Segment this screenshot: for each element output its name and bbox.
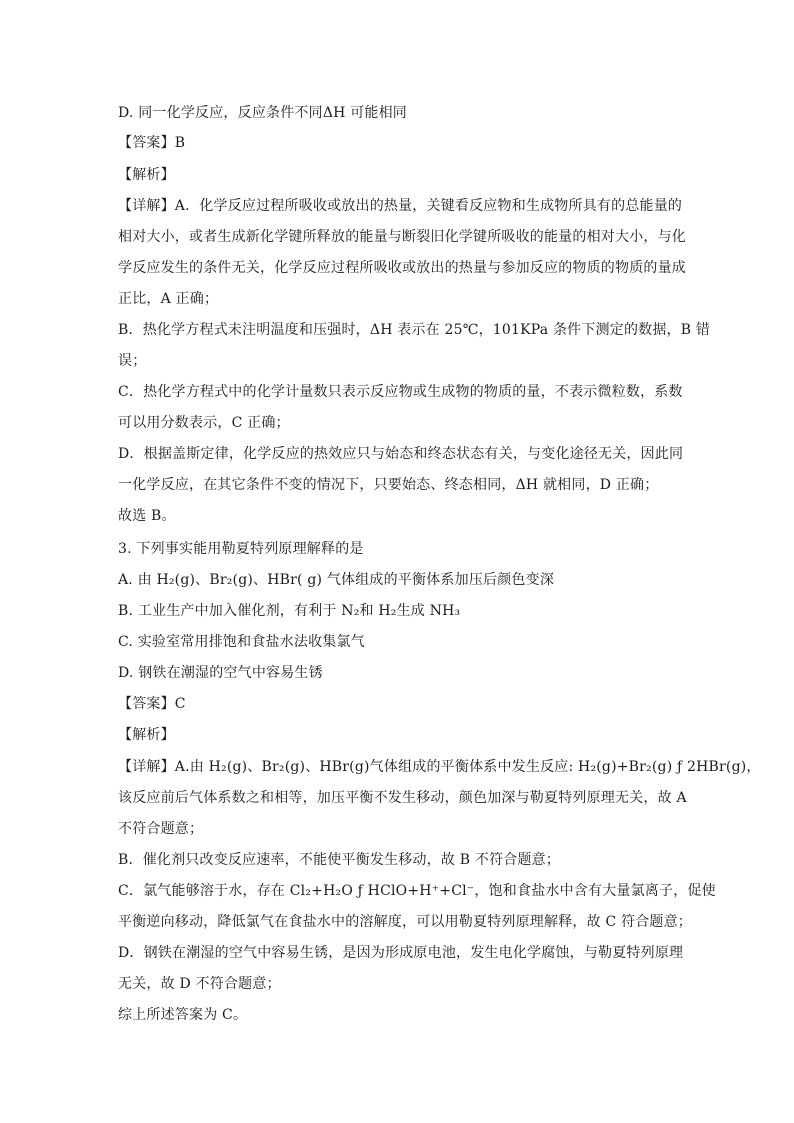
detail-b-line-1: B．热化学方程式未注明温度和压强时，ΔH 表示在 25℃，101KPa 条件下测定的数据，B 错 bbox=[118, 322, 711, 338]
detail-d-line-2: 一化学反应，在其它条件不变的情况下，只要始态、终态相同，ΔH 就相同，D 正确； bbox=[118, 477, 659, 493]
q3-detail-d-line-1: D．钢铁在潮湿的空气中容易生锈，是因为形成原电池，发生电化学腐蚀，与勒夏特列原理 bbox=[118, 945, 684, 961]
answer-label: 【答案】B bbox=[118, 135, 186, 151]
q3-option-c: C. 实验室常用排饱和食盐水法收集氯气 bbox=[118, 634, 365, 650]
q3-detail-c-line-2: 平衡逆向移动，降低氯气在食盐水中的溶解度，可以用勒夏特列原理解释，故 C 符合题意； bbox=[118, 914, 693, 930]
detail-a-line-4: 正比，A 正确； bbox=[118, 291, 219, 307]
q3-option-a: A. 由 H₂(g)、Br₂(g)、HBr( g) 气体组成的平衡体系加压后颜色变深 bbox=[118, 572, 555, 588]
q3-detail-a-line-2: 该反应前后气体系数之和相等，加压平衡不发生移动，颜色加深与勒夏特列原理无关，故 A bbox=[118, 790, 687, 806]
detail-d-line-1: D．根据盖斯定律，化学反应的热效应只与始态和终态状态有关，与变化途径无关，因此同 bbox=[118, 446, 684, 462]
question-3-title: 3. 下列事实能用勒夏特列原理解释的是 bbox=[118, 541, 364, 557]
q3-option-b: B. 工业生产中加入催化剂，有利于 N₂和 H₂生成 NH₃ bbox=[118, 603, 461, 619]
detail-c-line-2: 可以用分数表示，C 正确； bbox=[118, 415, 290, 431]
q3-answer-label: 【答案】C bbox=[118, 696, 186, 712]
q3-option-d: D. 钢铁在潮湿的空气中容易生锈 bbox=[118, 665, 323, 681]
conclusion-line: 故选 B。 bbox=[118, 508, 176, 524]
option-d-line: D. 同一化学反应，反应条件不同ΔH 可能相同 bbox=[118, 105, 407, 121]
detail-a-line-3: 学反应发生的条件无关，化学反应过程所吸收或放出的热量与参加反应的物质的物质的量成 bbox=[118, 260, 686, 276]
q3-detail-d-line-2: 无关，故 D 不符合题意； bbox=[118, 976, 281, 992]
q3-detail-c-line-1: C．氯气能够溶于水，存在 Cl₂+H₂O ƒ HClO+H⁺+Cl⁻，饱和食盐水中含有大量氯离子，促使 bbox=[118, 883, 716, 899]
q3-conclusion-line: 综上所述答案为 C。 bbox=[118, 1007, 248, 1023]
detail-c-line-1: C．热化学方程式中的化学计量数只表示反应物或生成物的物质的量，不表示微粒数，系数 bbox=[118, 384, 683, 400]
q3-detail-a-line-3: 不符合题意； bbox=[118, 821, 204, 837]
q3-detail-b-line: B．催化剂只改变反应速率，不能使平衡发生移动，故 B 不符合题意； bbox=[118, 852, 561, 868]
detail-a-line-2: 相对大小，或者生成新化学键所释放的能量与断裂旧化学键所吸收的能量的相对大小，与化 bbox=[118, 229, 686, 245]
q3-analysis-label: 【解析】 bbox=[118, 727, 175, 743]
detail-b-line-2: 误； bbox=[118, 353, 147, 369]
analysis-label: 【解析】 bbox=[118, 167, 175, 183]
q3-detail-a-line-1: 【详解】A.由 H₂(g)、Br₂(g)、HBr(g)气体组成的平衡体系中发生反应: H₂(g)+Br₂(g) ƒ 2HBr(g)， bbox=[118, 759, 761, 775]
detail-a-line-1: 【详解】A．化学反应过程所吸收或放出的热量，关键看反应物和生成物所具有的总能量的 bbox=[118, 198, 683, 214]
